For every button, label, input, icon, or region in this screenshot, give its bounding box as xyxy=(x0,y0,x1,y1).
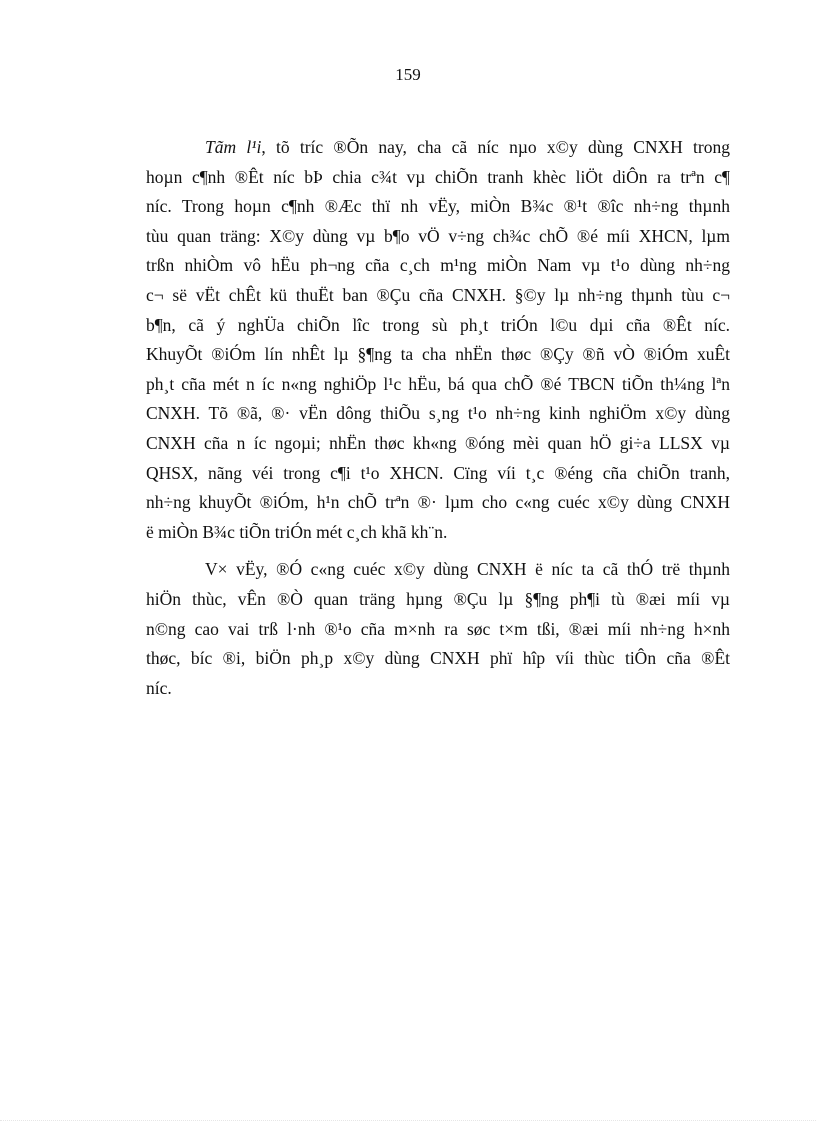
text-line: hoµn c¶nh ®Êt níc bÞ chia c¾t vµ chiÕn tranh khèc liÖt diÔn ra trªn c¶ xyxy=(146,166,730,187)
text-line: KhuyÕt ®iÓm lín nhÊt lµ §¶ng ta cha nhËn thøc ®Çy ®ñ vÒ ®iÓm xuÊt xyxy=(146,344,730,365)
text-line: CNXH cña n íc ngoµi; nhËn thøc kh«ng ®óng mèi quan hÖ gi÷a LLSX vµ xyxy=(146,432,730,453)
text-line: n©ng cao vai trß l·nh ®¹o cña m×nh ra søc t×m tßi, ®æi míi nh÷ng h×nh xyxy=(146,618,730,639)
text-line: tùu quan träng: X©y dùng vµ b¶o vÖ v÷ng ch¾c chÕ ®é míi XHCN, lµm xyxy=(146,225,730,246)
body-text xyxy=(146,133,730,703)
paragraph-2 xyxy=(146,555,730,703)
page-number: 159 xyxy=(395,65,421,84)
text-line: nh÷ng khuyÕt ®iÓm, h¹n chÕ trªn ®· lµm cho c«ng cuéc x©y dùng CNXH xyxy=(146,492,730,513)
text-line xyxy=(146,133,730,163)
text-line: hiÖn thùc, vÊn ®Ò quan träng hµng ®Çu lµ §¶ng ph¶i tù ®æi míi vµ xyxy=(146,588,730,609)
italic-lead: Tãm l¹i xyxy=(205,137,262,157)
text-line: b¶n, cã ý nghÜa chiÕn lîc trong sù ph¸t triÓn l©u dµi cña ®Êt níc. xyxy=(146,314,730,335)
text-line: thøc, bíc ®i, biÖn ph¸p x©y dùng CNXH phï hîp víi thùc tiÔn cña ®Êt xyxy=(146,648,730,669)
text-line: V× vËy, ®Ó c«ng cuéc x©y dùng CNXH ë níc ta cã thÓ trë thµnh xyxy=(205,559,730,580)
text-line: níc. Trong hoµn c¶nh ®Æc thï nh vËy, miÒn B¾c ®¹t ®îc nh÷ng thµnh xyxy=(146,196,730,217)
text-line: ë miÒn B¾c tiÕn triÓn mét c¸ch khã kh¨n. xyxy=(146,521,448,542)
text-span: , tõ tríc ®Õn nay, cha cã níc nµo x©y dùng CNXH trong xyxy=(261,137,730,157)
text-line: ph¸t cña mét n íc n«ng nghiÖp l¹c hËu, bá qua chÕ ®é TBCN tiÕn th¼ng lªn xyxy=(146,373,730,394)
text-line: trßn nhiÒm vô hËu ph¬ng cña c¸ch m¹ng miÒn Nam vµ t¹o dùng nh÷ng xyxy=(146,255,730,276)
page-edge-divider xyxy=(0,1120,816,1121)
text-line: níc. xyxy=(146,677,172,698)
text-line: c¬ së vËt chÊt kü thuËt ban ®Çu cña CNXH. §©y lµ nh÷ng thµnh tùu c¬ xyxy=(146,284,730,305)
text-line: QHSX, nãng véi trong c¶i t¹o XHCN. Cïng víi t¸c ®éng cña chiÕn tranh, xyxy=(146,462,730,483)
text-line: CNXH. Tõ ®ã, ®· vËn dông thiÕu s¸ng t¹o nh÷ng kinh nghiÖm x©y dùng xyxy=(146,403,730,424)
paragraph-1 xyxy=(146,133,730,547)
